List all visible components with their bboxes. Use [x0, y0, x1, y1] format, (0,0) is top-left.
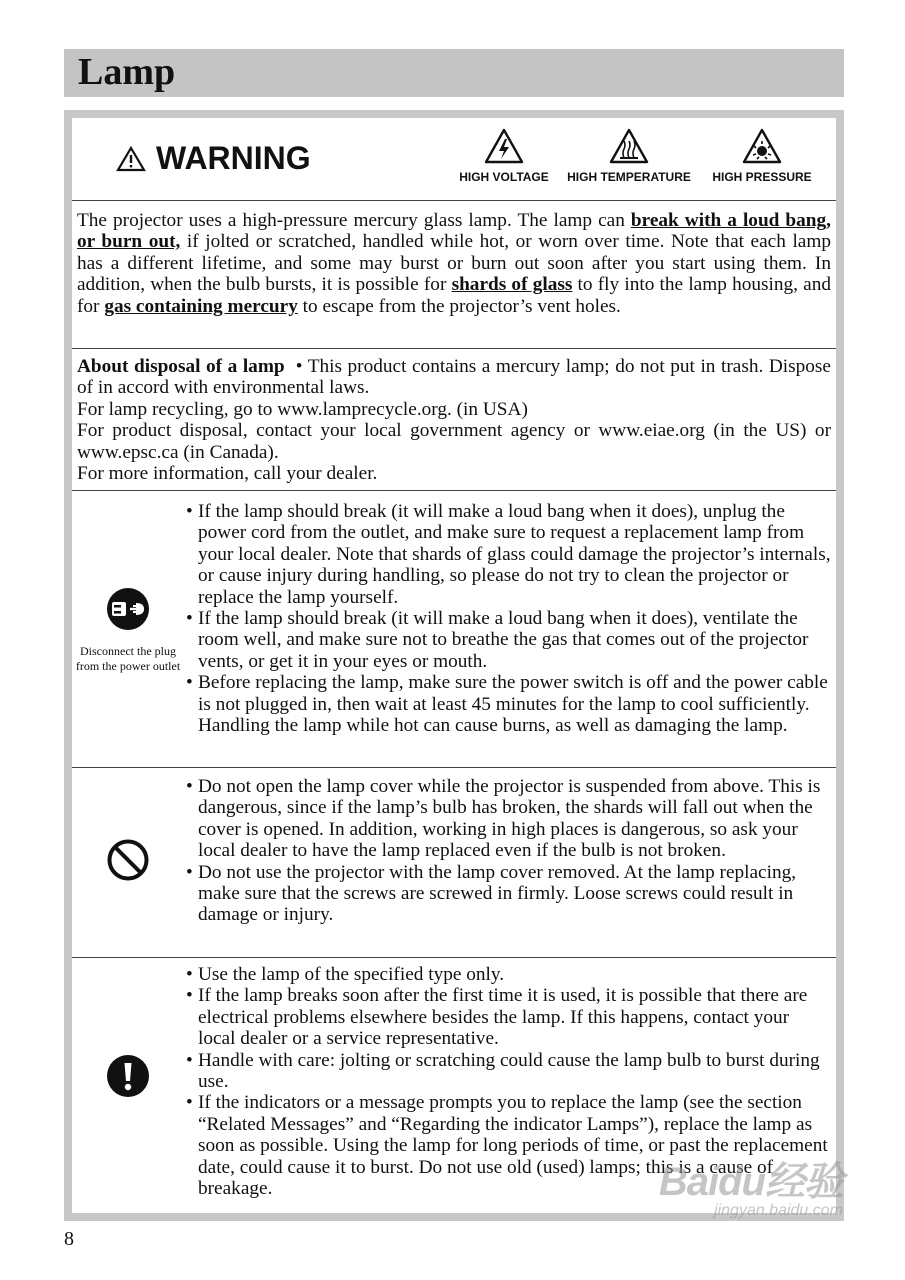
watermark-brand: Baidu经验 [658, 1160, 843, 1204]
intro-emphasis: gas containing mercury [104, 295, 298, 317]
hazard-label: HIGH PRESSURE [712, 170, 812, 184]
high-voltage-icon [484, 128, 524, 164]
intro-section [72, 201, 836, 349]
disposal-text: • This product contains a mercury lamp; do not put in trash. Dispose of in accord with environmental laws. [77, 356, 831, 399]
intro-text: to escape from the projector’s vent holes. [297, 295, 621, 317]
list-item-text: If the lamp should break (it will make a loud bang when it does), ventilate the room well, and make sure not to breathe the gas that comes out of the projector vents, or get it in your eyes or mouth. [198, 608, 809, 672]
warning-box [72, 118, 836, 1213]
prohibit-bullet-list [186, 776, 831, 926]
list-item-text: Handle with care: jolting or scratching could cause the lamp bulb to burst during use. [198, 1049, 820, 1093]
disposal-text: For lamp recycling, go to www.lamprecycle.org. (in USA) [77, 398, 528, 420]
unplug-caption: Disconnect the plug from the power outlet [75, 644, 181, 673]
list-item: • Do not use the projector with the lamp cover removed. At the lamp replacing, make sure that the screws are screwed in firmly. Loose screws could result in damage or injury. [186, 861, 797, 926]
disposal-section [72, 349, 836, 491]
prohibit-section [72, 768, 836, 958]
list-item: • Use the lamp of the specified type only. [186, 964, 505, 985]
list-item-text: Use the lamp of the specified type only. [198, 964, 505, 985]
prohibited-icon [106, 838, 150, 882]
warning-heading [116, 140, 311, 177]
disposal-line [77, 356, 831, 399]
intro-text: The projector uses a high-pressure mercury glass lamp. The lamp can [77, 210, 631, 231]
exclamation-icon [106, 1054, 150, 1098]
list-item-text: If the indicators or a message prompts you to replace the lamp (see the section “Related Messages” and “Regarding the indicator Lamps”), replace the lamp as soon as possible. Using the lamp for long periods of time, or past the replacement date, could cause it to burst. Do not use old (used) lamps; this is a cause of breakage. [198, 1092, 828, 1200]
hazard-high-temperature [564, 128, 694, 184]
intro-text: if jolted or scratched, handled while hot, or worn over time. Note that each lamp has a different lifetime, and some may burst or burn out soon after you start using them. In addition, when the bulb bursts, it is possible for [77, 231, 832, 296]
mandatory-icon-column [72, 1054, 184, 1103]
intro-emphasis: shards of glass [451, 274, 573, 296]
page-title: Lamp [78, 51, 176, 93]
warning-triangle-icon [116, 146, 146, 172]
disposal-text: For more information, call your dealer. [77, 463, 378, 485]
list-item: • If the lamp should break (it will make a loud bang when it does), ventilate the room well, and make sure not to breathe the gas that comes out of the projector vents, or get it in your eyes or mouth. [186, 608, 809, 672]
warning-header [72, 118, 836, 201]
title-bar [64, 49, 844, 97]
unplug-section [72, 491, 836, 768]
list-item-text: Do not open the lamp cover while the projector is suspended from above. This is dangerous, since if the lamp’s bulb has broken, the shards will fall out when the cover is opened. In addition, working in high places is dangerous, so ask your local dealer to have the lamp replaced even if the bulb is not broken. [198, 776, 821, 862]
disposal-text: For product disposal, contact your local government agency or www.eiae.org (in the US) or www.epsc.ca (in Canada). [77, 420, 831, 463]
list-item-text: If the lamp breaks soon after the first time it is used, it is possible that there are electrical problems elsewhere besides the lamp. If this happens, contact your local dealer or a service representative. [198, 985, 808, 1050]
hazard-high-pressure [704, 128, 820, 184]
disposal-heading: About disposal of a lamp [77, 356, 285, 377]
disposal-paragraph [77, 356, 831, 484]
warning-label: WARNING [156, 140, 311, 176]
list-item: • If the indicators or a message prompts you to replace the lamp (see the section “Related Messages” and “Regarding the indicator Lamps”), replace the lamp as soon as possible. Using the lamp for long periods of time, or past the replacement date, could cause it to burst. Do not use old (used) lamps; this is a cause of breakage. [186, 1092, 828, 1200]
list-item-text: Do not use the projector with the lamp cover removed. At the lamp replacing, make sure that the screws are screwed in firmly. Loose screws could result in damage or injury. [198, 861, 797, 926]
list-item: • Handle with care: jolting or scratching could cause the lamp bulb to burst during use. [186, 1049, 820, 1093]
intro-paragraph [77, 210, 831, 317]
list-item: • If the lamp breaks soon after the first time it is used, it is possible that there are electrical problems elsewhere besides the lamp. If this happens, contact your local dealer or a service representative. [186, 985, 808, 1050]
intro-text: to fly into the lamp housing, and for [77, 274, 831, 317]
list-item-text: Before replacing the lamp, make sure the power switch is off and the power cable is not plugged in, then wait at least 45 minutes for the lamp to cool sufficiently. Handling the lamp while hot can cause burns, as well as damaging the lamp. [198, 672, 828, 737]
list-item-text: If the lamp should break (it will make a loud bang when it does), unplug the power cord from the outlet, and make sure to request a replacement lamp from your local dealer. Note that shards of glass could damage the projector’s internals, or cause injury during handling, so please do not try to clean the projector or replace the lamp yourself. [198, 501, 831, 608]
list-item: • Before replacing the lamp, make sure the power switch is off and the power cable is not plugged in, then wait at least 45 minutes for the lamp to cool sufficiently. Handling the lamp while hot can cause burns, as well as damaging the lamp. [186, 672, 828, 737]
unplug-bullet-list [186, 501, 831, 736]
watermark-url: jingyan.baidu.com [714, 1202, 843, 1219]
list-item: • If the lamp should break (it will make a loud bang when it does), unplug the power cord from the outlet, and make sure to request a replacement lamp from your local dealer. Note that shards of glass could damage the projector’s internals, or cause injury during handling, so please do not try to clean the projector or replace the lamp yourself. [186, 501, 831, 608]
page-number: 8 [64, 1228, 74, 1250]
watermark [659, 1162, 843, 1220]
high-pressure-icon [742, 128, 782, 164]
hazard-high-voltage [454, 128, 554, 184]
hazard-label: HIGH VOLTAGE [459, 170, 549, 184]
unplug-icon-column [72, 587, 184, 674]
list-item: • Do not open the lamp cover while the projector is suspended from above. This is dangerous, since if the lamp’s bulb has broken, the shards will fall out when the cover is opened. In addition, working in high places is dangerous, so ask your local dealer to have the lamp replaced even if the bulb is not broken. [186, 776, 821, 862]
hazard-label: HIGH TEMPERATURE [567, 170, 691, 184]
prohibit-icon-column [72, 838, 184, 887]
intro-emphasis: break with a loud bang, or burn out, [77, 210, 831, 253]
high-temperature-icon [609, 128, 649, 164]
unplug-icon [106, 587, 150, 631]
